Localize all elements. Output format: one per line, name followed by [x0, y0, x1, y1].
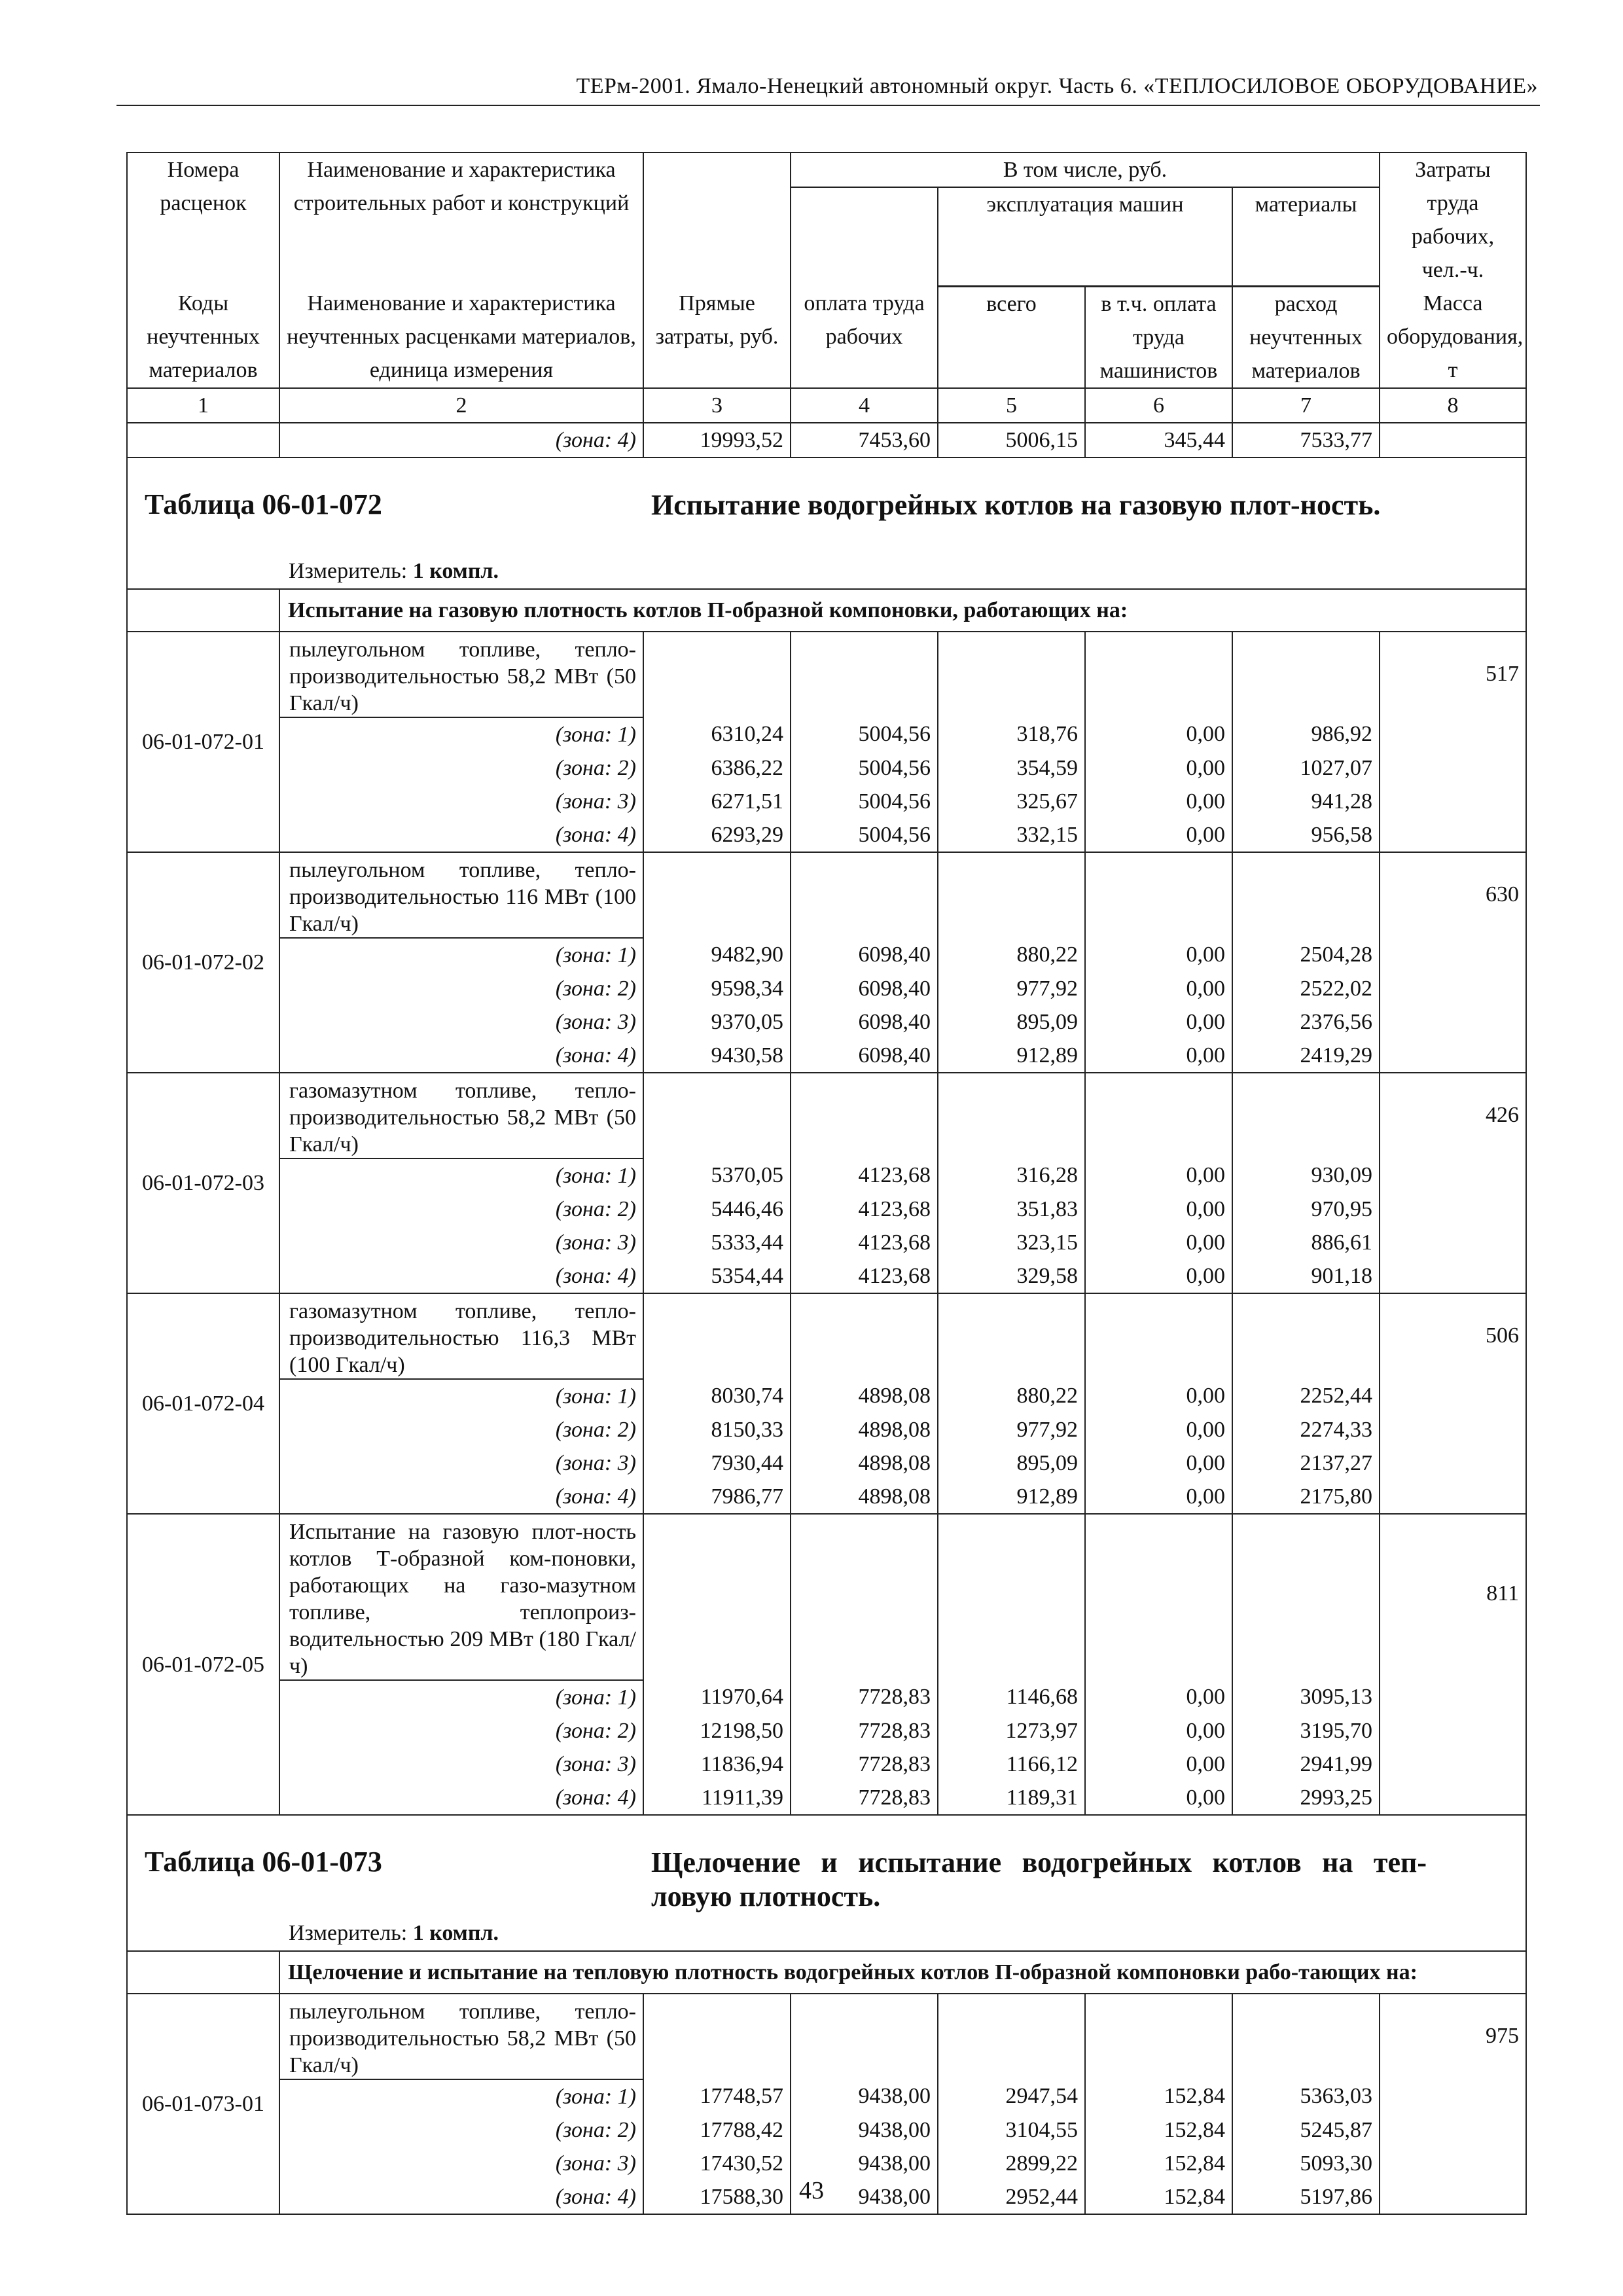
- zone-value-c6: 0,00: [1085, 1005, 1232, 1039]
- zone-value-c6: 0,00: [1085, 1748, 1232, 1781]
- value-col-7: [1232, 852, 1380, 938]
- hdr-zatraty: Затраты труда рабочих, чел.-ч.: [1380, 152, 1526, 287]
- rate-code: 06-01-072-04: [127, 1293, 279, 1514]
- zone-value-c5: 880,22: [938, 938, 1085, 972]
- zone-row: [127, 818, 1526, 852]
- zone-value-c4: 6098,40: [791, 1005, 938, 1039]
- rate-item-row: [127, 1994, 1526, 2079]
- zone-label: (зона: 2): [279, 751, 643, 785]
- zone-row: [127, 1259, 1526, 1293]
- value-col-7: [1232, 1514, 1380, 1680]
- zone-value-c7: 886,61: [1232, 1226, 1380, 1259]
- zone-value-c6: 0,00: [1085, 1226, 1232, 1259]
- hdr-kody: Коды неучтенных материалов: [127, 287, 279, 388]
- zone-value-c4: 7728,83: [791, 1714, 938, 1748]
- rate-code: 06-01-072-02: [127, 852, 279, 1073]
- subheader-row: [127, 1951, 1526, 1994]
- zone-value-c4: 5004,56: [791, 818, 938, 852]
- value-col-5: [938, 1073, 1085, 1158]
- carry-row: [127, 423, 1526, 457]
- zone-value-c3: 6310,24: [643, 717, 791, 751]
- rate-code: 06-01-072-01: [127, 632, 279, 852]
- zone-row: [127, 1005, 1526, 1039]
- value-col-3: [643, 632, 791, 717]
- zone-value-c5: 2947,54: [938, 2079, 1085, 2113]
- zone-row: [127, 1781, 1526, 1815]
- zone-row: [127, 1480, 1526, 1514]
- zone-value-c5: 895,09: [938, 1446, 1085, 1480]
- labor-hours: 506: [1380, 1293, 1526, 1514]
- carry-c4: 7453,60: [791, 423, 938, 457]
- labor-hours: 975: [1380, 1994, 1526, 2214]
- measure-label: Измеритель:: [289, 559, 408, 583]
- zone-label: (зона: 1): [279, 1379, 643, 1413]
- zone-value-c3: 6293,29: [643, 818, 791, 852]
- zone-value-c5: 329,58: [938, 1259, 1085, 1293]
- col-num-8: 8: [1380, 388, 1526, 423]
- zone-row: [127, 1446, 1526, 1480]
- zone-value-c3: 9370,05: [643, 1005, 791, 1039]
- hdr-vsego: всего: [938, 287, 1085, 388]
- zone-value-c4: 4123,68: [791, 1226, 938, 1259]
- hdr-vtch: в т.ч. оплата труда машинистов: [1085, 287, 1232, 388]
- col-num-7: 7: [1232, 388, 1380, 423]
- subheader-left: [127, 1951, 279, 1994]
- zone-value-c5: 3104,55: [938, 2113, 1085, 2147]
- zone-value-c6: 0,00: [1085, 1781, 1232, 1815]
- zone-row: [127, 972, 1526, 1005]
- zone-value-c4: 4898,08: [791, 1446, 938, 1480]
- zone-value-c3: 7986,77: [643, 1480, 791, 1514]
- rate-item-row: [127, 1514, 1526, 1680]
- rate-description: газомазутном топливе, тепло-производительностью 58,2 МВт (50 Гкал/ч): [279, 1073, 643, 1158]
- zone-value-c4: 7728,83: [791, 1680, 938, 1714]
- zone-value-c5: 323,15: [938, 1226, 1085, 1259]
- value-col-4: [791, 1514, 938, 1680]
- zone-label: (зона: 3): [279, 1446, 643, 1480]
- zone-value-c4: 5004,56: [791, 717, 938, 751]
- zone-label: (зона: 3): [279, 2147, 643, 2180]
- zone-row: [127, 1379, 1526, 1413]
- zone-row: [127, 751, 1526, 785]
- labor-hours: 811: [1380, 1514, 1526, 1815]
- carry-c8: [1380, 423, 1526, 457]
- col-num-1: 1: [127, 388, 279, 423]
- zone-label: (зона: 4): [279, 1259, 643, 1293]
- hdr-naim: Наименование и характеристика строительных работ и конструкций: [279, 152, 643, 287]
- zone-label: (зона: 4): [279, 1480, 643, 1514]
- zone-value-c5: 880,22: [938, 1379, 1085, 1413]
- subheader-text: Испытание на газовую плотность котлов П-образной компоновки, работающих на:: [279, 589, 1526, 632]
- zone-value-c4: 9438,00: [791, 2079, 938, 2113]
- zone-value-c6: 0,00: [1085, 1714, 1232, 1748]
- zone-value-c6: 0,00: [1085, 1379, 1232, 1413]
- carry-code: [127, 423, 279, 457]
- zone-value-c3: 5370,05: [643, 1158, 791, 1193]
- hdr-rashod: расход неучтенных материалов: [1232, 287, 1380, 388]
- zone-value-c4: 5004,56: [791, 751, 938, 785]
- rate-description: пылеугольном топливе, тепло-производительностью 58,2 МВт (50 Гкал/ч): [279, 1994, 643, 2079]
- zone-value-c3: 17748,57: [643, 2079, 791, 2113]
- zone-value-c7: 5093,30: [1232, 2147, 1380, 2180]
- col-num-4: 4: [791, 388, 938, 423]
- zone-value-c3: 7930,44: [643, 1446, 791, 1480]
- zone-row: [127, 2079, 1526, 2113]
- zone-label: (зона: 3): [279, 785, 643, 818]
- page-number: 43: [799, 2177, 824, 2204]
- value-col-4: [791, 852, 938, 938]
- zone-row: [127, 1158, 1526, 1193]
- hdr-pryamye: Прямые затраты, руб.: [643, 287, 791, 388]
- rate-description: газомазутном топливе, тепло-производительностью 116,3 МВт (100 Гкал/ч): [279, 1293, 643, 1379]
- value-col-6: [1085, 1293, 1232, 1379]
- labor-hours: 426: [1380, 1073, 1526, 1293]
- zone-value-c5: 912,89: [938, 1480, 1085, 1514]
- value-col-4: [791, 1073, 938, 1158]
- zone-row: [127, 1714, 1526, 1748]
- value-col-6: [1085, 632, 1232, 717]
- zone-value-c7: 941,28: [1232, 785, 1380, 818]
- running-head: ТЕРм-2001. Ямало-Ненецкий автономный округ. Часть 6. «ТЕПЛОСИЛОВОЕ ОБОРУДОВАНИЕ»: [576, 74, 1538, 98]
- zone-label: (зона: 2): [279, 1193, 643, 1226]
- carry-c6: 345,44: [1085, 423, 1232, 457]
- zone-label: (зона: 3): [279, 1005, 643, 1039]
- zone-value-c7: 970,95: [1232, 1193, 1380, 1226]
- zone-value-c7: 5245,87: [1232, 2113, 1380, 2147]
- hdr-mater: материалы: [1232, 187, 1380, 286]
- hdr-massa: Масса оборудования, т: [1380, 287, 1526, 388]
- zone-value-c7: 930,09: [1232, 1158, 1380, 1193]
- hdr-nomera: Номера расценок: [127, 152, 279, 287]
- zone-value-c3: 6386,22: [643, 751, 791, 785]
- zone-value-c3: 8150,33: [643, 1413, 791, 1446]
- zone-value-c3: 17588,30: [643, 2180, 791, 2214]
- zone-value-c6: 0,00: [1085, 1413, 1232, 1446]
- hdr-ekspl: эксплуатация машин: [938, 187, 1232, 286]
- zone-value-c5: 2952,44: [938, 2180, 1085, 2214]
- value-col-4: [791, 1293, 938, 1379]
- zone-row: [127, 1039, 1526, 1073]
- zone-value-c3: 9598,34: [643, 972, 791, 1005]
- zone-value-c6: 0,00: [1085, 1680, 1232, 1714]
- rate-code: 06-01-072-05: [127, 1514, 279, 1815]
- carry-c3: 19993,52: [643, 423, 791, 457]
- zone-label: (зона: 4): [279, 1781, 643, 1815]
- zone-value-c6: 0,00: [1085, 818, 1232, 852]
- hdr-v-tom: В том числе, руб.: [791, 152, 1380, 187]
- zone-value-c4: 6098,40: [791, 972, 938, 1005]
- zone-value-c7: 2522,02: [1232, 972, 1380, 1005]
- zone-value-c6: 0,00: [1085, 751, 1232, 785]
- carry-c7: 7533,77: [1232, 423, 1380, 457]
- subheader-row: [127, 589, 1526, 632]
- rate-item-row: [127, 1293, 1526, 1379]
- value-col-5: [938, 1293, 1085, 1379]
- zone-row: [127, 1413, 1526, 1446]
- zone-label: (зона: 1): [279, 717, 643, 751]
- rate-item-row: [127, 1073, 1526, 1158]
- zone-value-c4: 7728,83: [791, 1781, 938, 1815]
- hdr-empty2: [791, 187, 938, 287]
- zone-value-c7: 1027,07: [1232, 751, 1380, 785]
- zone-value-c4: 4123,68: [791, 1259, 938, 1293]
- carry-c5: 5006,15: [938, 423, 1085, 457]
- zone-value-c7: 2252,44: [1232, 1379, 1380, 1413]
- zone-value-c7: 956,58: [1232, 818, 1380, 852]
- zone-label: (зона: 4): [279, 818, 643, 852]
- zone-value-c3: 5354,44: [643, 1259, 791, 1293]
- value-col-7: [1232, 1293, 1380, 1379]
- col-num-5: 5: [938, 388, 1085, 423]
- zone-value-c3: 5446,46: [643, 1193, 791, 1226]
- zone-value-c6: 0,00: [1085, 1446, 1232, 1480]
- table-label: Таблица 06-01-072: [145, 488, 382, 520]
- zone-value-c4: 9438,00: [791, 2147, 938, 2180]
- section-header: [127, 457, 1526, 589]
- section-title: Испытание водогрейных котлов на газовую плот-ность.: [651, 489, 1381, 521]
- zone-value-c7: 5197,86: [1232, 2180, 1380, 2214]
- zone-label: (зона: 2): [279, 1714, 643, 1748]
- rate-description: Испытание на газовую плот-ность котлов Т-образной ком-поновки, работающих на газо-мазутном топливе, теплопроиз-водительностью 209 МВт (180 Гкал/ч): [279, 1514, 643, 1680]
- value-col-6: [1085, 1514, 1232, 1680]
- zone-value-c7: 2274,33: [1232, 1413, 1380, 1446]
- zone-label: (зона: 2): [279, 972, 643, 1005]
- value-col-5: [938, 632, 1085, 717]
- value-col-6: [1085, 1994, 1232, 2079]
- zone-value-c5: 354,59: [938, 751, 1085, 785]
- zone-label: (зона: 1): [279, 2079, 643, 2113]
- zone-row: [127, 938, 1526, 972]
- zone-value-c7: 986,92: [1232, 717, 1380, 751]
- value-col-4: [791, 1994, 938, 2079]
- hdr-naim2: Наименование и характеристика неучтенных расценками материалов, единица измерения: [279, 287, 643, 388]
- zone-value-c6: 0,00: [1085, 1039, 1232, 1073]
- zone-value-c4: 6098,40: [791, 938, 938, 972]
- carry-zone: (зона: 4): [279, 423, 643, 457]
- col-num-3: 3: [643, 388, 791, 423]
- zone-value-c4: 6098,40: [791, 1039, 938, 1073]
- zone-value-c3: 6271,51: [643, 785, 791, 818]
- zone-value-c6: 0,00: [1085, 972, 1232, 1005]
- subheader-text: Щелочение и испытание на тепловую плотность водогрейных котлов П-образной компоновки рабо-тающих на:: [279, 1951, 1526, 1994]
- zone-value-c3: 9430,58: [643, 1039, 791, 1073]
- zone-value-c3: 11836,94: [643, 1748, 791, 1781]
- zone-value-c5: 895,09: [938, 1005, 1085, 1039]
- zone-value-c3: 5333,44: [643, 1226, 791, 1259]
- zone-row: [127, 785, 1526, 818]
- zone-value-c4: 4898,08: [791, 1413, 938, 1446]
- zone-value-c4: 7728,83: [791, 1748, 938, 1781]
- zone-value-c7: 3095,13: [1232, 1680, 1380, 1714]
- zone-value-c5: 325,67: [938, 785, 1085, 818]
- zone-value-c5: 318,76: [938, 717, 1085, 751]
- zone-value-c6: 0,00: [1085, 938, 1232, 972]
- value-col-7: [1232, 632, 1380, 717]
- zone-value-c6: 152,84: [1085, 2113, 1232, 2147]
- col-num-2: 2: [279, 388, 643, 423]
- hdr-oplata: оплата труда рабочих: [791, 287, 938, 388]
- rates-table: [126, 152, 1527, 2215]
- zone-value-c6: 152,84: [1085, 2180, 1232, 2214]
- section-title: Щелочение и испытание водогрейных котлов на теп-ловую плотность.: [651, 1846, 1427, 1912]
- zone-value-c5: 332,15: [938, 818, 1085, 852]
- zone-value-c6: 152,84: [1085, 2079, 1232, 2113]
- zone-value-c7: 2419,29: [1232, 1039, 1380, 1073]
- value-col-7: [1232, 1994, 1380, 2079]
- zone-value-c7: 2376,56: [1232, 1005, 1380, 1039]
- zone-label: (зона: 4): [279, 2180, 643, 2214]
- zone-value-c3: 9482,90: [643, 938, 791, 972]
- zone-value-c3: 11911,39: [643, 1781, 791, 1815]
- zone-value-c3: 8030,74: [643, 1379, 791, 1413]
- zone-value-c7: 3195,70: [1232, 1714, 1380, 1748]
- zone-row: [127, 1193, 1526, 1226]
- zone-value-c6: 0,00: [1085, 1158, 1232, 1193]
- zone-value-c7: 2993,25: [1232, 1781, 1380, 1815]
- zone-label: (зона: 2): [279, 2113, 643, 2147]
- zone-value-c5: 351,83: [938, 1193, 1085, 1226]
- measure-value: 1 компл.: [412, 1921, 499, 1945]
- zone-row: [127, 1748, 1526, 1781]
- zone-value-c7: 901,18: [1232, 1259, 1380, 1293]
- zone-row: [127, 2147, 1526, 2180]
- measure-label: Измеритель:: [289, 1921, 408, 1945]
- zone-value-c4: 4898,08: [791, 1379, 938, 1413]
- rate-description: пылеугольном топливе, тепло-производительностью 58,2 МВт (50 Гкал/ч): [279, 632, 643, 717]
- section-title-row: [127, 457, 1526, 589]
- zone-label: (зона: 3): [279, 1226, 643, 1259]
- zone-value-c6: 0,00: [1085, 1193, 1232, 1226]
- zone-value-c5: 977,92: [938, 972, 1085, 1005]
- value-col-5: [938, 1514, 1085, 1680]
- zone-label: (зона: 4): [279, 1039, 643, 1073]
- value-col-4: [791, 632, 938, 717]
- zone-label: (зона: 1): [279, 1680, 643, 1714]
- zone-value-c7: 2175,80: [1232, 1480, 1380, 1514]
- zone-label: (зона: 3): [279, 1748, 643, 1781]
- rate-item-row: [127, 632, 1526, 717]
- labor-hours: 517: [1380, 632, 1526, 852]
- zone-value-c7: 5363,03: [1232, 2079, 1380, 2113]
- zone-value-c5: 1273,97: [938, 1714, 1085, 1748]
- zone-value-c4: 4123,68: [791, 1158, 938, 1193]
- col-num-6: 6: [1085, 388, 1232, 423]
- value-col-3: [643, 1994, 791, 2079]
- zone-label: (зона: 1): [279, 938, 643, 972]
- zone-value-c5: 1166,12: [938, 1748, 1085, 1781]
- zone-value-c6: 0,00: [1085, 1480, 1232, 1514]
- section-header: [127, 1815, 1526, 1951]
- zone-row: [127, 717, 1526, 751]
- rate-code: 06-01-073-01: [127, 1994, 279, 2214]
- zone-value-c5: 316,28: [938, 1158, 1085, 1193]
- value-col-3: [643, 1514, 791, 1680]
- zone-value-c5: 1189,31: [938, 1781, 1085, 1815]
- value-col-3: [643, 1073, 791, 1158]
- zone-value-c7: 2941,99: [1232, 1748, 1380, 1781]
- zone-value-c7: 2504,28: [1232, 938, 1380, 972]
- labor-hours: 630: [1380, 852, 1526, 1073]
- value-col-7: [1232, 1073, 1380, 1158]
- zone-value-c4: 4123,68: [791, 1193, 938, 1226]
- measure-value: 1 компл.: [412, 559, 499, 583]
- zone-row: [127, 1226, 1526, 1259]
- zone-value-c4: 9438,00: [791, 2113, 938, 2147]
- section-title-row: [127, 1815, 1526, 1951]
- value-col-5: [938, 852, 1085, 938]
- zone-value-c6: 0,00: [1085, 717, 1232, 751]
- zone-value-c7: 2137,27: [1232, 1446, 1380, 1480]
- subheader-left: [127, 589, 279, 632]
- zone-value-c4: 4898,08: [791, 1480, 938, 1514]
- zone-value-c6: 0,00: [1085, 785, 1232, 818]
- zone-value-c4: 5004,56: [791, 785, 938, 818]
- measure: [289, 558, 499, 584]
- zone-row: [127, 1680, 1526, 1714]
- value-col-6: [1085, 852, 1232, 938]
- value-col-6: [1085, 1073, 1232, 1158]
- rate-description: пылеугольном топливе, тепло-производительностью 116 МВт (100 Гкал/ч): [279, 852, 643, 938]
- zone-value-c3: 17788,42: [643, 2113, 791, 2147]
- header-rule: [116, 105, 1540, 106]
- zone-value-c5: 977,92: [938, 1413, 1085, 1446]
- value-col-3: [643, 852, 791, 938]
- measure: [289, 1920, 499, 1946]
- zone-label: (зона: 2): [279, 1413, 643, 1446]
- zone-value-c5: 1146,68: [938, 1680, 1085, 1714]
- hdr-empty: [643, 152, 791, 287]
- rate-code: 06-01-072-03: [127, 1073, 279, 1293]
- zone-value-c3: 12198,50: [643, 1714, 791, 1748]
- value-col-5: [938, 1994, 1085, 2079]
- rate-item-row: [127, 852, 1526, 938]
- zone-row: [127, 2113, 1526, 2147]
- zone-value-c3: 11970,64: [643, 1680, 791, 1714]
- zone-value-c5: 2899,22: [938, 2147, 1085, 2180]
- zone-value-c4: 9438,00: [791, 2180, 938, 2214]
- value-col-3: [643, 1293, 791, 1379]
- zone-value-c3: 17430,52: [643, 2147, 791, 2180]
- table-label: Таблица 06-01-073: [145, 1846, 382, 1878]
- zone-label: (зона: 1): [279, 1158, 643, 1193]
- zone-value-c6: 0,00: [1085, 1259, 1232, 1293]
- zone-value-c6: 152,84: [1085, 2147, 1232, 2180]
- zone-value-c5: 912,89: [938, 1039, 1085, 1073]
